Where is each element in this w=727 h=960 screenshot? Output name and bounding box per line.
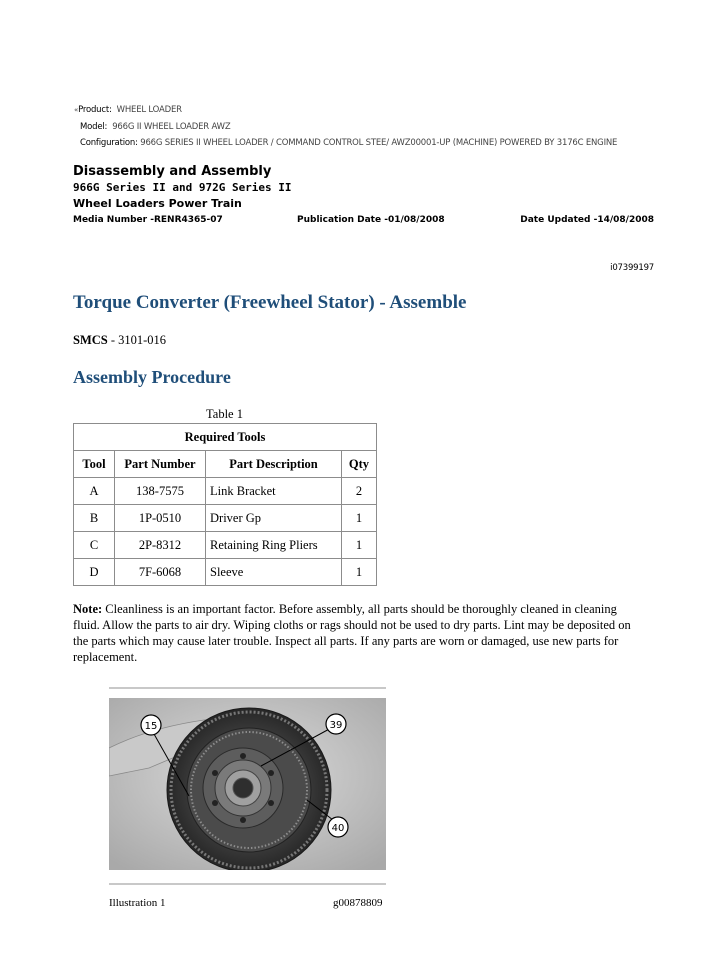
tool-cell: A xyxy=(74,478,115,505)
column-header: Qty xyxy=(342,451,377,478)
column-header: Part Number xyxy=(115,451,206,478)
table-row xyxy=(74,559,377,586)
table-row xyxy=(74,505,377,532)
note-paragraph xyxy=(73,601,645,665)
tool-cell: D xyxy=(74,559,115,586)
doc-system: Wheel Loaders Power Train xyxy=(73,197,242,210)
doc-models: 966G Series II and 972G Series II xyxy=(73,181,292,194)
media-number: Media Number -RENR4365-07 xyxy=(73,215,223,225)
callout-40 xyxy=(328,817,348,837)
qty-cell: 1 xyxy=(342,505,377,532)
configuration-value: 966G SERIES II WHEEL LOADER / COMMAND CONTROL STEE/ AWZ00001-UP (MACHINE) POWERED BY 3176C ENGINE xyxy=(140,138,618,148)
part-number-cell: 2P-8312 xyxy=(115,532,206,559)
table-row xyxy=(74,478,377,505)
table-row xyxy=(74,532,377,559)
note-label: Note: xyxy=(73,602,103,616)
callout-label: 40 xyxy=(331,823,345,834)
page-title: Torque Converter (Freewheel Stator) - Assemble xyxy=(73,292,467,313)
product-label: Product: xyxy=(78,105,112,115)
table-heading: Required Tools xyxy=(74,424,377,451)
model-line xyxy=(80,122,231,132)
qty-cell: 2 xyxy=(342,478,377,505)
doc-type: Disassembly and Assembly xyxy=(73,164,272,179)
qty-cell: 1 xyxy=(342,532,377,559)
part-description-cell: Driver Gp xyxy=(206,505,342,532)
part-number-cell: 7F-6068 xyxy=(115,559,206,586)
smcs-line xyxy=(73,333,166,348)
illustration-code: g00878809 xyxy=(333,897,383,909)
note-text: Cleanliness is an important factor. Before assembly, all parts should be thoroughly cleaned in cleaning fluid. Allow the parts to air dry. Wiping cloths or rags should not be used to dry parts. Lint may be deposited on the parts which may cause later trouble. Inspect all parts. If any parts are worn or damaged, use new parts for replacement. xyxy=(73,602,631,664)
illustration-caption: Illustration 1 xyxy=(109,897,166,909)
product-line xyxy=(74,105,182,115)
part-number-cell: 1P-0510 xyxy=(115,505,206,532)
document-id: i07399197 xyxy=(610,263,654,273)
smcs-value: - 3101-016 xyxy=(107,333,167,347)
back-arrow-icon[interactable]: « xyxy=(74,106,79,114)
model-value: 966G II WHEEL LOADER AWZ xyxy=(112,122,231,132)
illustration-image xyxy=(109,698,386,870)
callout-label: 39 xyxy=(329,720,343,731)
part-description-cell: Retaining Ring Pliers xyxy=(206,532,342,559)
callout-39 xyxy=(326,714,346,734)
illustration-bottom-rule xyxy=(109,883,386,885)
product-value: WHEEL LOADER xyxy=(116,105,182,115)
section-title: Assembly Procedure xyxy=(73,367,231,387)
tool-cell: B xyxy=(74,505,115,532)
required-tools-table xyxy=(73,423,377,586)
table-caption: Table 1 xyxy=(206,407,243,421)
callout-15 xyxy=(141,715,161,735)
tool-cell: C xyxy=(74,532,115,559)
table-header-row xyxy=(74,451,377,478)
part-number-cell: 138-7575 xyxy=(115,478,206,505)
smcs-label: SMCS xyxy=(73,333,108,347)
part-description-cell: Link Bracket xyxy=(206,478,342,505)
illustration-top-rule xyxy=(109,687,386,689)
column-header: Part Description xyxy=(206,451,342,478)
configuration-line xyxy=(80,138,617,148)
date-updated: Date Updated -14/08/2008 xyxy=(520,215,654,225)
column-header: Tool xyxy=(74,451,115,478)
configuration-label: Configuration: xyxy=(80,138,138,148)
publication-date: Publication Date -01/08/2008 xyxy=(297,215,445,225)
torque-converter-photo xyxy=(109,698,386,870)
part-description-cell: Sleeve xyxy=(206,559,342,586)
qty-cell: 1 xyxy=(342,559,377,586)
model-label: Model: xyxy=(80,122,108,132)
callout-label: 15 xyxy=(144,721,158,732)
